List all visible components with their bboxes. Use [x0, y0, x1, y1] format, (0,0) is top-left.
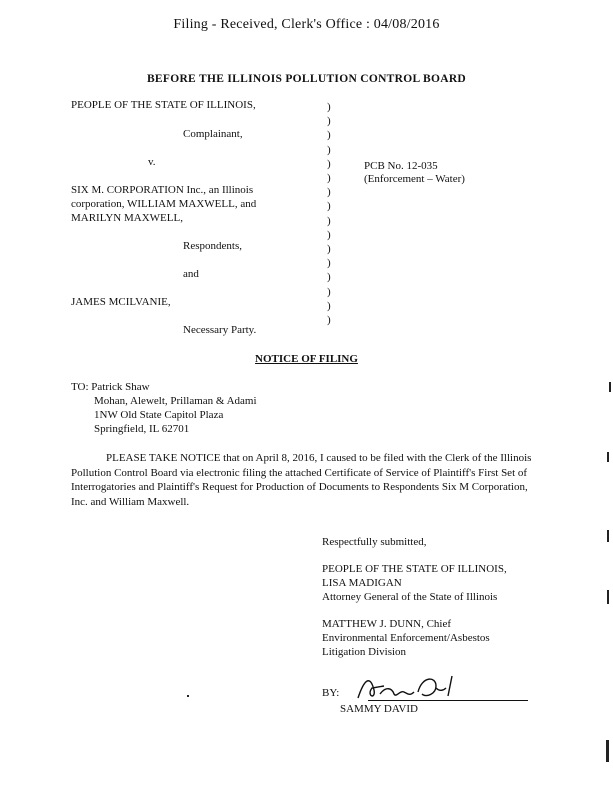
notice-body: PLEASE TAKE NOTICE that on April 8, 2016, I caused to be filed with the Clerk of the Illinois Pollution Control Board via electronic filing the attached Certificate of Service of Plaintiff's First Set of Interrogatories and Plaintiff's Request for Production of Documents to Respondents Six M Corporation, Inc. and William Maxwell.: [71, 452, 532, 508]
respondent-line-1: SIX M. CORPORATION Inc., an Illinois: [71, 184, 254, 196]
signer-name: SAMMY DAVID: [340, 703, 418, 715]
sig-line-1: PEOPLE OF THE STATE OF ILLINOIS,: [322, 563, 507, 575]
to-line-4: Springfield, IL 62701: [94, 423, 190, 435]
paren: ): [327, 101, 331, 113]
caption-parentheses: [327, 100, 337, 327]
sig-line-2: LISA MADIGAN: [322, 577, 402, 589]
to-line-1: TO: Patrick Shaw: [71, 381, 150, 393]
case-type: (Enforcement – Water): [364, 173, 465, 185]
by-label: BY:: [322, 687, 340, 699]
scan-mark: [606, 740, 609, 762]
paren: ): [327, 143, 331, 156]
sig-line-5: Environmental Enforcement/Asbestos: [322, 632, 490, 644]
paren: ): [327, 157, 331, 170]
signature-line: [368, 700, 528, 701]
sig-line-3: Attorney General of the State of Illinois: [322, 591, 498, 603]
to-line-2: Mohan, Alewelt, Prillaman & Adami: [94, 395, 257, 407]
scan-mark: [607, 530, 609, 542]
sig-line-6: Litigation Division: [322, 646, 407, 658]
paren: ): [327, 228, 331, 241]
paren: ): [327, 186, 331, 199]
versus-label: v.: [148, 156, 156, 168]
necessary-party-name: JAMES MCILVANIE,: [71, 296, 171, 308]
paren: ): [327, 129, 331, 142]
scan-mark: [609, 382, 611, 392]
paren: ): [327, 314, 331, 327]
necessary-party-role: Necessary Party.: [183, 324, 257, 336]
respondent-line-3: MARILYN MAXWELL,: [71, 212, 183, 224]
notice-title: NOTICE OF FILING: [255, 353, 358, 365]
paren: ): [327, 257, 331, 270]
to-line-3: 1NW Old State Capitol Plaza: [94, 409, 224, 421]
board-title: BEFORE THE ILLINOIS POLLUTION CONTROL BOARD: [146, 73, 467, 85]
paren: ): [327, 200, 331, 213]
paren: ): [327, 299, 331, 312]
scan-mark: [607, 452, 609, 462]
paren: ): [327, 214, 331, 227]
plaintiff-name: PEOPLE OF THE STATE OF ILLINOIS,: [71, 99, 256, 111]
scan-dot: [187, 695, 189, 697]
paren: ): [327, 243, 331, 256]
case-number: PCB No. 12-035: [364, 160, 438, 172]
paren: ): [327, 285, 331, 298]
paren: ): [327, 172, 331, 185]
filing-stamp: Filing - Received, Clerk's Office : 04/08/2016: [173, 17, 440, 32]
complainant-role: Complainant,: [183, 128, 243, 140]
handwritten-signature: [352, 670, 472, 704]
and-label: and: [183, 268, 199, 280]
sig-line-4: MATTHEW J. DUNN, Chief: [322, 618, 452, 630]
scan-mark: [607, 590, 609, 604]
closing: Respectfully submitted,: [322, 536, 427, 548]
paren: ): [327, 115, 331, 128]
respondent-line-2: corporation, WILLIAM MAXWELL, and: [71, 198, 257, 210]
paren: ): [327, 271, 331, 284]
respondents-role: Respondents,: [183, 240, 242, 252]
